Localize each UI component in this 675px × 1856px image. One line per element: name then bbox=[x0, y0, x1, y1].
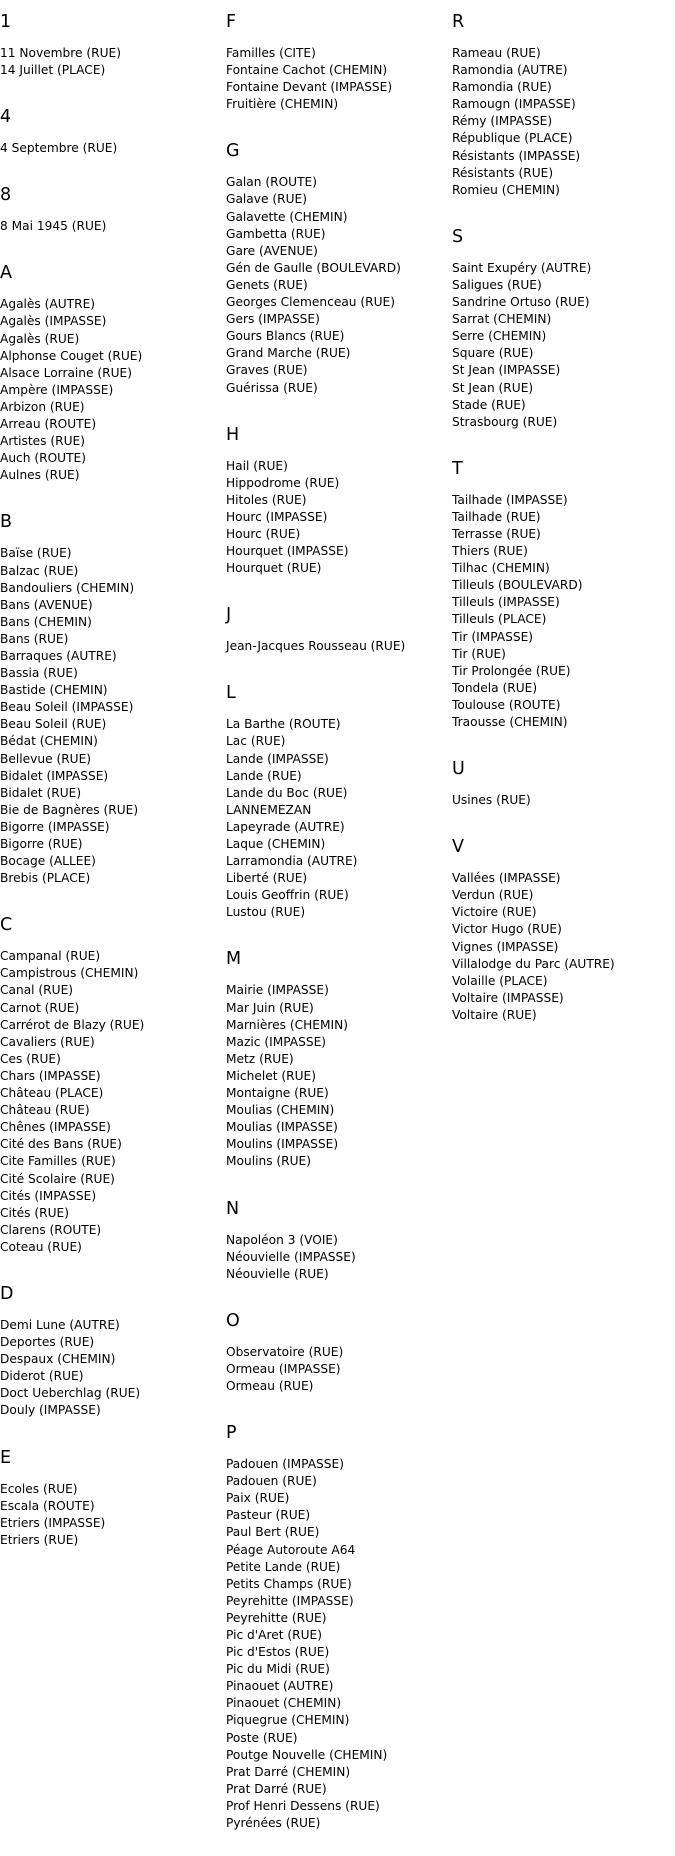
street-link[interactable]: Gours Blancs (RUE) bbox=[226, 329, 345, 344]
street-link[interactable]: Observatoire (RUE) bbox=[226, 1344, 344, 1359]
street-link[interactable]: Barraques (AUTRE) bbox=[0, 648, 117, 663]
street-link[interactable]: Bocage (ALLEE) bbox=[0, 854, 96, 869]
street-link[interactable]: Traousse (CHEMIN) bbox=[452, 715, 568, 729]
street-link[interactable]: Chars (IMPASSE) bbox=[0, 1068, 101, 1083]
street-link[interactable]: Tondela (RUE) bbox=[452, 680, 538, 695]
letter-section bbox=[452, 8, 675, 199]
street-link[interactable]: Saint Exupéry (AUTRE) bbox=[452, 260, 592, 275]
street-link[interactable]: Artistes (RUE) bbox=[0, 434, 85, 449]
street-link[interactable]: Square (RUE) bbox=[452, 346, 534, 361]
letter-section bbox=[0, 103, 220, 157]
street-link[interactable]: Hourc (RUE) bbox=[226, 526, 301, 541]
street-link[interactable]: Bandouliers (CHEMIN) bbox=[0, 580, 135, 595]
street-link[interactable]: Tailhade (IMPASSE) bbox=[452, 492, 568, 507]
street-link[interactable]: Tir (IMPASSE) bbox=[452, 629, 534, 644]
section-letter-heading: 1 bbox=[0, 12, 12, 32]
street-link[interactable]: Clarens (ROUTE) bbox=[0, 1222, 102, 1237]
street-link[interactable]: Néouvielle (IMPASSE) bbox=[226, 1249, 356, 1264]
letter-section bbox=[452, 455, 675, 731]
street-link[interactable]: 8 Mai 1945 (RUE) bbox=[0, 219, 107, 234]
street-link[interactable]: Poste (RUE) bbox=[226, 1730, 298, 1745]
street-link[interactable]: Fontaine Cachot (CHEMIN) bbox=[226, 63, 388, 78]
letter-section bbox=[0, 508, 220, 887]
street-link[interactable]: Galavette (CHEMIN) bbox=[226, 209, 348, 224]
street-link[interactable]: Pinaouet (AUTRE) bbox=[226, 1679, 334, 1694]
letter-section bbox=[226, 679, 446, 921]
street-link[interactable]: Hourquet (IMPASSE) bbox=[226, 544, 349, 559]
street-link[interactable]: Peyrehitte (RUE) bbox=[226, 1610, 327, 1625]
section-letter-heading: M bbox=[226, 949, 242, 970]
section-letter-heading: H bbox=[226, 424, 240, 445]
street-link[interactable]: Ampère (IMPASSE) bbox=[0, 382, 114, 397]
street-link[interactable]: Campanal (RUE) bbox=[0, 949, 101, 964]
street-link[interactable]: Brebis (PLACE) bbox=[0, 871, 91, 886]
street-link[interactable]: Gén de Gaulle (BOULEVARD) bbox=[226, 260, 401, 275]
street-link[interactable]: Beau Soleil (IMPASSE) bbox=[0, 700, 134, 715]
street-link[interactable]: Voltaire (RUE) bbox=[452, 1007, 537, 1022]
section-letter-heading: A bbox=[0, 263, 12, 284]
street-link[interactable]: Arreau (ROUTE) bbox=[0, 417, 97, 432]
street-link[interactable]: Agalès (AUTRE) bbox=[0, 297, 96, 312]
street-link[interactable]: Gambetta (RUE) bbox=[226, 226, 326, 241]
street-link[interactable]: Agalès (IMPASSE) bbox=[0, 314, 107, 329]
street-link[interactable]: Hourquet (RUE) bbox=[226, 561, 322, 576]
street-link[interactable]: Volaille (PLACE) bbox=[452, 973, 548, 988]
street-link[interactable]: Strasbourg (RUE) bbox=[452, 414, 558, 429]
street-link[interactable]: Cavaliers (RUE) bbox=[0, 1034, 95, 1049]
street-link[interactable]: La Barthe (ROUTE) bbox=[226, 717, 341, 732]
street-link[interactable]: Hail (RUE) bbox=[226, 458, 288, 473]
street-link[interactable]: Georges Clemenceau (RUE) bbox=[226, 295, 396, 310]
street-link[interactable]: Ramondia (RUE) bbox=[452, 80, 552, 95]
street-link[interactable]: Ecoles (RUE) bbox=[0, 1481, 78, 1496]
street-link[interactable]: Villalodge du Parc (AUTRE) bbox=[452, 956, 615, 971]
street-link[interactable]: Paul Bert (RUE) bbox=[226, 1525, 320, 1540]
letter-section bbox=[452, 755, 675, 809]
street-link[interactable]: Carnot (RUE) bbox=[0, 1000, 80, 1015]
street-link[interactable]: Graves (RUE) bbox=[226, 363, 308, 378]
street-link[interactable]: Pic d'Aret (RUE) bbox=[226, 1628, 322, 1642]
letter-section bbox=[226, 1195, 446, 1283]
street-link[interactable]: Château (PLACE) bbox=[0, 1086, 104, 1101]
street-link[interactable]: Bans (AVENUE) bbox=[0, 597, 93, 612]
street-link[interactable]: Arbizon (RUE) bbox=[0, 399, 85, 414]
street-link[interactable]: Grand Marche (RUE) bbox=[226, 346, 351, 361]
street-link[interactable]: Laque (CHEMIN) bbox=[226, 837, 326, 851]
street-link[interactable]: Gers (IMPASSE) bbox=[226, 312, 320, 327]
street-link[interactable]: Bie de Bagnères (RUE) bbox=[0, 802, 139, 817]
street-link[interactable]: Château (RUE) bbox=[0, 1103, 90, 1118]
street-link[interactable]: Beau Soleil (RUE) bbox=[0, 717, 107, 732]
street-link[interactable]: Bigorre (IMPASSE) bbox=[0, 819, 110, 834]
street-link[interactable]: Bidalet (RUE) bbox=[0, 785, 82, 800]
letter-section bbox=[226, 8, 446, 113]
street-link[interactable]: Despaux (CHEMIN) bbox=[0, 1352, 116, 1367]
street-link[interactable]: Marnières (CHEMIN) bbox=[226, 1017, 348, 1032]
street-link[interactable]: Etriers (IMPASSE) bbox=[0, 1515, 106, 1530]
street-link[interactable]: Pic du Midi (RUE) bbox=[226, 1662, 330, 1677]
section-letter-heading: N bbox=[226, 1198, 240, 1219]
street-link[interactable]: Cité Scolaire (RUE) bbox=[0, 1171, 115, 1186]
street-link[interactable]: Lande du Boc (RUE) bbox=[226, 785, 348, 800]
letter-section bbox=[226, 601, 446, 655]
street-link[interactable]: Peyrehitte (IMPASSE) bbox=[226, 1593, 354, 1608]
street-link[interactable]: Bans (RUE) bbox=[0, 631, 69, 646]
street-link[interactable]: St Jean (IMPASSE) bbox=[452, 363, 561, 378]
street-link[interactable]: Prat Darré (CHEMIN) bbox=[226, 1764, 351, 1779]
street-link[interactable]: Tilleuls (PLACE) bbox=[452, 612, 547, 627]
section-letter-heading: T bbox=[452, 458, 463, 479]
street-link[interactable]: Louis Geoffrin (RUE) bbox=[226, 888, 349, 903]
street-link[interactable]: Montaigne (RUE) bbox=[226, 1086, 329, 1101]
street-link[interactable]: Vallées (IMPASSE) bbox=[452, 871, 561, 886]
street-link[interactable]: Bans (CHEMIN) bbox=[0, 614, 92, 629]
section-letter-heading: U bbox=[452, 759, 465, 780]
street-link[interactable]: Ces (RUE) bbox=[0, 1051, 61, 1066]
section-letter-heading: 8 bbox=[0, 185, 12, 206]
street-link[interactable]: Galave (RUE) bbox=[226, 192, 307, 207]
street-link[interactable]: Padouen (IMPASSE) bbox=[226, 1457, 344, 1472]
street-link[interactable]: Rémy (IMPASSE) bbox=[452, 114, 553, 129]
street-link[interactable]: 4 Septembre (RUE) bbox=[0, 141, 118, 156]
street-link[interactable]: LANNEMEZAN bbox=[226, 802, 312, 817]
section-letter-heading: C bbox=[0, 915, 13, 936]
street-link[interactable]: Fruitière (CHEMIN) bbox=[226, 97, 339, 112]
section-letter-heading: O bbox=[226, 1310, 240, 1331]
letter-section bbox=[452, 833, 675, 1024]
street-link[interactable]: Hitoles (RUE) bbox=[226, 492, 307, 507]
street-index-column-2 bbox=[226, 8, 446, 1856]
street-link[interactable]: Poutge Nouvelle (CHEMIN) bbox=[226, 1747, 388, 1762]
street-link[interactable]: Ormeau (RUE) bbox=[226, 1378, 314, 1393]
street-link[interactable]: Tilleuls (IMPASSE) bbox=[452, 595, 560, 610]
street-link[interactable]: Pinaouet (CHEMIN) bbox=[226, 1696, 342, 1711]
section-letter-heading: J bbox=[226, 605, 232, 626]
street-link[interactable]: Lustou (RUE) bbox=[226, 905, 306, 920]
letter-section bbox=[226, 137, 446, 396]
street-link[interactable]: Romieu (CHEMIN) bbox=[452, 182, 560, 197]
street-link[interactable]: Napoléon 3 (VOIE) bbox=[226, 1232, 338, 1247]
street-link[interactable]: Bédat (CHEMIN) bbox=[0, 734, 98, 749]
street-link[interactable]: Lac (RUE) bbox=[226, 734, 286, 749]
street-link[interactable]: Demi Lune (AUTRE) bbox=[0, 1317, 120, 1332]
street-link[interactable]: Usines (RUE) bbox=[452, 793, 531, 808]
street-link[interactable]: Fontaine Devant (IMPASSE) bbox=[226, 80, 393, 95]
street-link[interactable]: Lapeyrade (AUTRE) bbox=[226, 819, 345, 834]
street-index-column-3 bbox=[452, 8, 675, 1048]
letter-section bbox=[0, 259, 220, 484]
street-link[interactable]: Tilhac (CHEMIN) bbox=[452, 561, 550, 576]
street-link[interactable]: Moulias (IMPASSE) bbox=[226, 1120, 338, 1135]
letter-section bbox=[0, 1280, 220, 1420]
section-letter-heading: V bbox=[452, 837, 464, 858]
street-link[interactable]: Sarrat (CHEMIN) bbox=[452, 312, 552, 327]
street-link[interactable]: Tir Prolongée (RUE) bbox=[452, 663, 571, 678]
street-link[interactable]: République (PLACE) bbox=[452, 131, 573, 146]
street-link[interactable]: Diderot (RUE) bbox=[0, 1369, 84, 1384]
street-link[interactable]: Alsace Lorraine (RUE) bbox=[0, 365, 133, 380]
street-link[interactable]: Metz (RUE) bbox=[226, 1051, 294, 1066]
street-link[interactable]: Paix (RUE) bbox=[226, 1491, 290, 1506]
street-link[interactable]: Baïse (RUE) bbox=[0, 546, 72, 561]
street-link[interactable]: Ormeau (IMPASSE) bbox=[226, 1361, 341, 1376]
street-link[interactable]: Cite Familles (RUE) bbox=[0, 1154, 116, 1169]
street-link[interactable]: Pyrénées (RUE) bbox=[226, 1816, 321, 1831]
street-link[interactable]: Ramondia (AUTRE) bbox=[452, 63, 568, 78]
street-link[interactable]: 14 Juillet (PLACE) bbox=[0, 63, 106, 78]
street-link[interactable]: Auch (ROUTE) bbox=[0, 451, 86, 466]
street-link[interactable]: Petite Lande (RUE) bbox=[226, 1559, 341, 1574]
street-link[interactable]: Balzac (RUE) bbox=[0, 563, 79, 578]
street-link[interactable]: Aulnes (RUE) bbox=[0, 468, 80, 483]
street-link[interactable]: Rameau (RUE) bbox=[452, 46, 541, 60]
street-link[interactable]: Larramondia (AUTRE) bbox=[226, 854, 358, 869]
street-link[interactable]: Hourc (IMPASSE) bbox=[226, 509, 328, 524]
street-link[interactable]: Verdun (RUE) bbox=[452, 888, 534, 903]
street-link[interactable]: Prof Henri Dessens (RUE) bbox=[226, 1798, 380, 1813]
street-link[interactable]: Thiers (RUE) bbox=[452, 544, 528, 559]
street-link[interactable]: Alphonse Couget (RUE) bbox=[0, 348, 143, 363]
street-link[interactable]: Bassia (RUE) bbox=[0, 666, 78, 681]
section-letter-heading: P bbox=[226, 1423, 237, 1444]
street-link[interactable]: Gare (AVENUE) bbox=[226, 243, 318, 258]
street-link[interactable]: Voltaire (IMPASSE) bbox=[452, 990, 564, 1005]
street-link[interactable]: Deportes (RUE) bbox=[0, 1335, 95, 1350]
street-link[interactable]: Carrérot de Blazy (RUE) bbox=[0, 1017, 145, 1032]
letter-section bbox=[0, 8, 220, 79]
street-link[interactable]: Mairie (IMPASSE) bbox=[226, 983, 329, 998]
street-link[interactable]: Pic d'Estos (RUE) bbox=[226, 1645, 330, 1660]
street-link[interactable]: Résistants (IMPASSE) bbox=[452, 148, 581, 163]
street-link[interactable]: Guérissa (RUE) bbox=[226, 380, 318, 395]
street-link[interactable]: Moulins (RUE) bbox=[226, 1154, 312, 1169]
street-link[interactable]: Bigorre (RUE) bbox=[0, 837, 83, 851]
section-letter-heading: G bbox=[226, 141, 240, 162]
street-link[interactable]: Hippodrome (RUE) bbox=[226, 475, 340, 490]
street-link[interactable]: Michelet (RUE) bbox=[226, 1068, 316, 1083]
street-link[interactable]: 11 Novembre (RUE) bbox=[0, 46, 121, 60]
letter-section bbox=[226, 945, 446, 1170]
street-link[interactable]: Escala (ROUTE) bbox=[0, 1498, 95, 1513]
street-link[interactable]: Cités (RUE) bbox=[0, 1205, 69, 1220]
letter-section bbox=[226, 1307, 446, 1395]
street-link[interactable]: Familles (CITE) bbox=[226, 46, 316, 60]
street-link[interactable]: Campistrous (CHEMIN) bbox=[0, 966, 139, 981]
street-link[interactable]: Victoire (RUE) bbox=[452, 905, 537, 920]
letter-section bbox=[0, 181, 220, 235]
street-link[interactable]: Pasteur (RUE) bbox=[226, 1508, 311, 1523]
street-link[interactable]: Stade (RUE) bbox=[452, 397, 526, 412]
letter-section bbox=[226, 1419, 446, 1832]
street-link[interactable]: Sandrine Ortuso (RUE) bbox=[452, 295, 590, 310]
letter-section bbox=[452, 223, 675, 431]
letter-section bbox=[0, 1444, 220, 1549]
street-link[interactable]: Terrasse (RUE) bbox=[452, 526, 541, 541]
street-link[interactable]: Canal (RUE) bbox=[0, 983, 74, 998]
street-link[interactable]: Tilleuls (BOULEVARD) bbox=[452, 578, 583, 593]
street-link[interactable]: Bastide (CHEMIN) bbox=[0, 683, 108, 698]
street-link[interactable]: Moulias (CHEMIN) bbox=[226, 1103, 335, 1118]
street-index-column-1 bbox=[0, 8, 220, 1573]
street-link[interactable]: Tailhade (RUE) bbox=[452, 509, 541, 524]
street-link[interactable]: Bellevue (RUE) bbox=[0, 751, 92, 766]
section-letter-heading: L bbox=[226, 683, 236, 704]
street-link[interactable]: Prat Darré (RUE) bbox=[226, 1781, 327, 1796]
street-link[interactable]: Chênes (IMPASSE) bbox=[0, 1120, 111, 1135]
street-link[interactable]: Néouvielle (RUE) bbox=[226, 1266, 329, 1281]
street-link[interactable]: Liberté (RUE) bbox=[226, 871, 308, 886]
street-link[interactable]: Serre (CHEMIN) bbox=[452, 329, 547, 344]
street-link[interactable]: Etriers (RUE) bbox=[0, 1532, 79, 1547]
street-link[interactable]: St Jean (RUE) bbox=[452, 380, 534, 395]
street-link[interactable]: Piquegrue (CHEMIN) bbox=[226, 1713, 350, 1728]
street-link[interactable]: Padouen (RUE) bbox=[226, 1474, 317, 1489]
street-link[interactable]: Mar Juin (RUE) bbox=[226, 1000, 314, 1015]
street-link[interactable]: Victor Hugo (RUE) bbox=[452, 922, 562, 937]
street-link[interactable]: Tir (RUE) bbox=[452, 646, 506, 661]
street-link[interactable]: Doct Ueberchlag (RUE) bbox=[0, 1386, 141, 1401]
section-letter-heading: B bbox=[0, 512, 13, 533]
street-link[interactable]: Toulouse (ROUTE) bbox=[452, 697, 561, 712]
street-link[interactable]: Moulins (IMPASSE) bbox=[226, 1137, 339, 1152]
street-link[interactable]: Douly (IMPASSE) bbox=[0, 1403, 101, 1418]
street-link[interactable]: Vignes (IMPASSE) bbox=[452, 939, 559, 954]
street-link[interactable]: Bidalet (IMPASSE) bbox=[0, 768, 109, 783]
street-link[interactable]: Agalès (RUE) bbox=[0, 331, 80, 346]
street-link[interactable]: Résistants (RUE) bbox=[452, 165, 554, 180]
street-link[interactable]: Ramougn (IMPASSE) bbox=[452, 97, 576, 112]
street-link[interactable]: Lande (IMPASSE) bbox=[226, 751, 329, 766]
street-link[interactable]: Jean-Jacques Rousseau (RUE) bbox=[226, 639, 406, 654]
street-link[interactable]: Lande (RUE) bbox=[226, 768, 302, 783]
street-link[interactable]: Péage Autoroute A64 bbox=[226, 1542, 356, 1557]
section-letter-heading: R bbox=[452, 12, 465, 32]
section-letter-heading: S bbox=[452, 226, 464, 247]
letter-section bbox=[0, 911, 220, 1256]
street-link[interactable]: Genets (RUE) bbox=[226, 277, 308, 292]
section-letter-heading: E bbox=[0, 1447, 12, 1468]
section-letter-heading: D bbox=[0, 1283, 14, 1304]
street-link[interactable]: Galan (ROUTE) bbox=[226, 175, 318, 190]
street-link[interactable]: Petits Champs (RUE) bbox=[226, 1576, 352, 1591]
section-letter-heading: F bbox=[226, 12, 237, 32]
street-link[interactable]: Cités (IMPASSE) bbox=[0, 1188, 97, 1203]
section-letter-heading: 4 bbox=[0, 107, 12, 128]
street-link[interactable]: Mazic (IMPASSE) bbox=[226, 1034, 327, 1049]
letter-section bbox=[226, 421, 446, 578]
street-link[interactable]: Cité des Bans (RUE) bbox=[0, 1137, 122, 1152]
street-link[interactable]: Coteau (RUE) bbox=[0, 1239, 82, 1254]
street-link[interactable]: Saligues (RUE) bbox=[452, 277, 542, 292]
